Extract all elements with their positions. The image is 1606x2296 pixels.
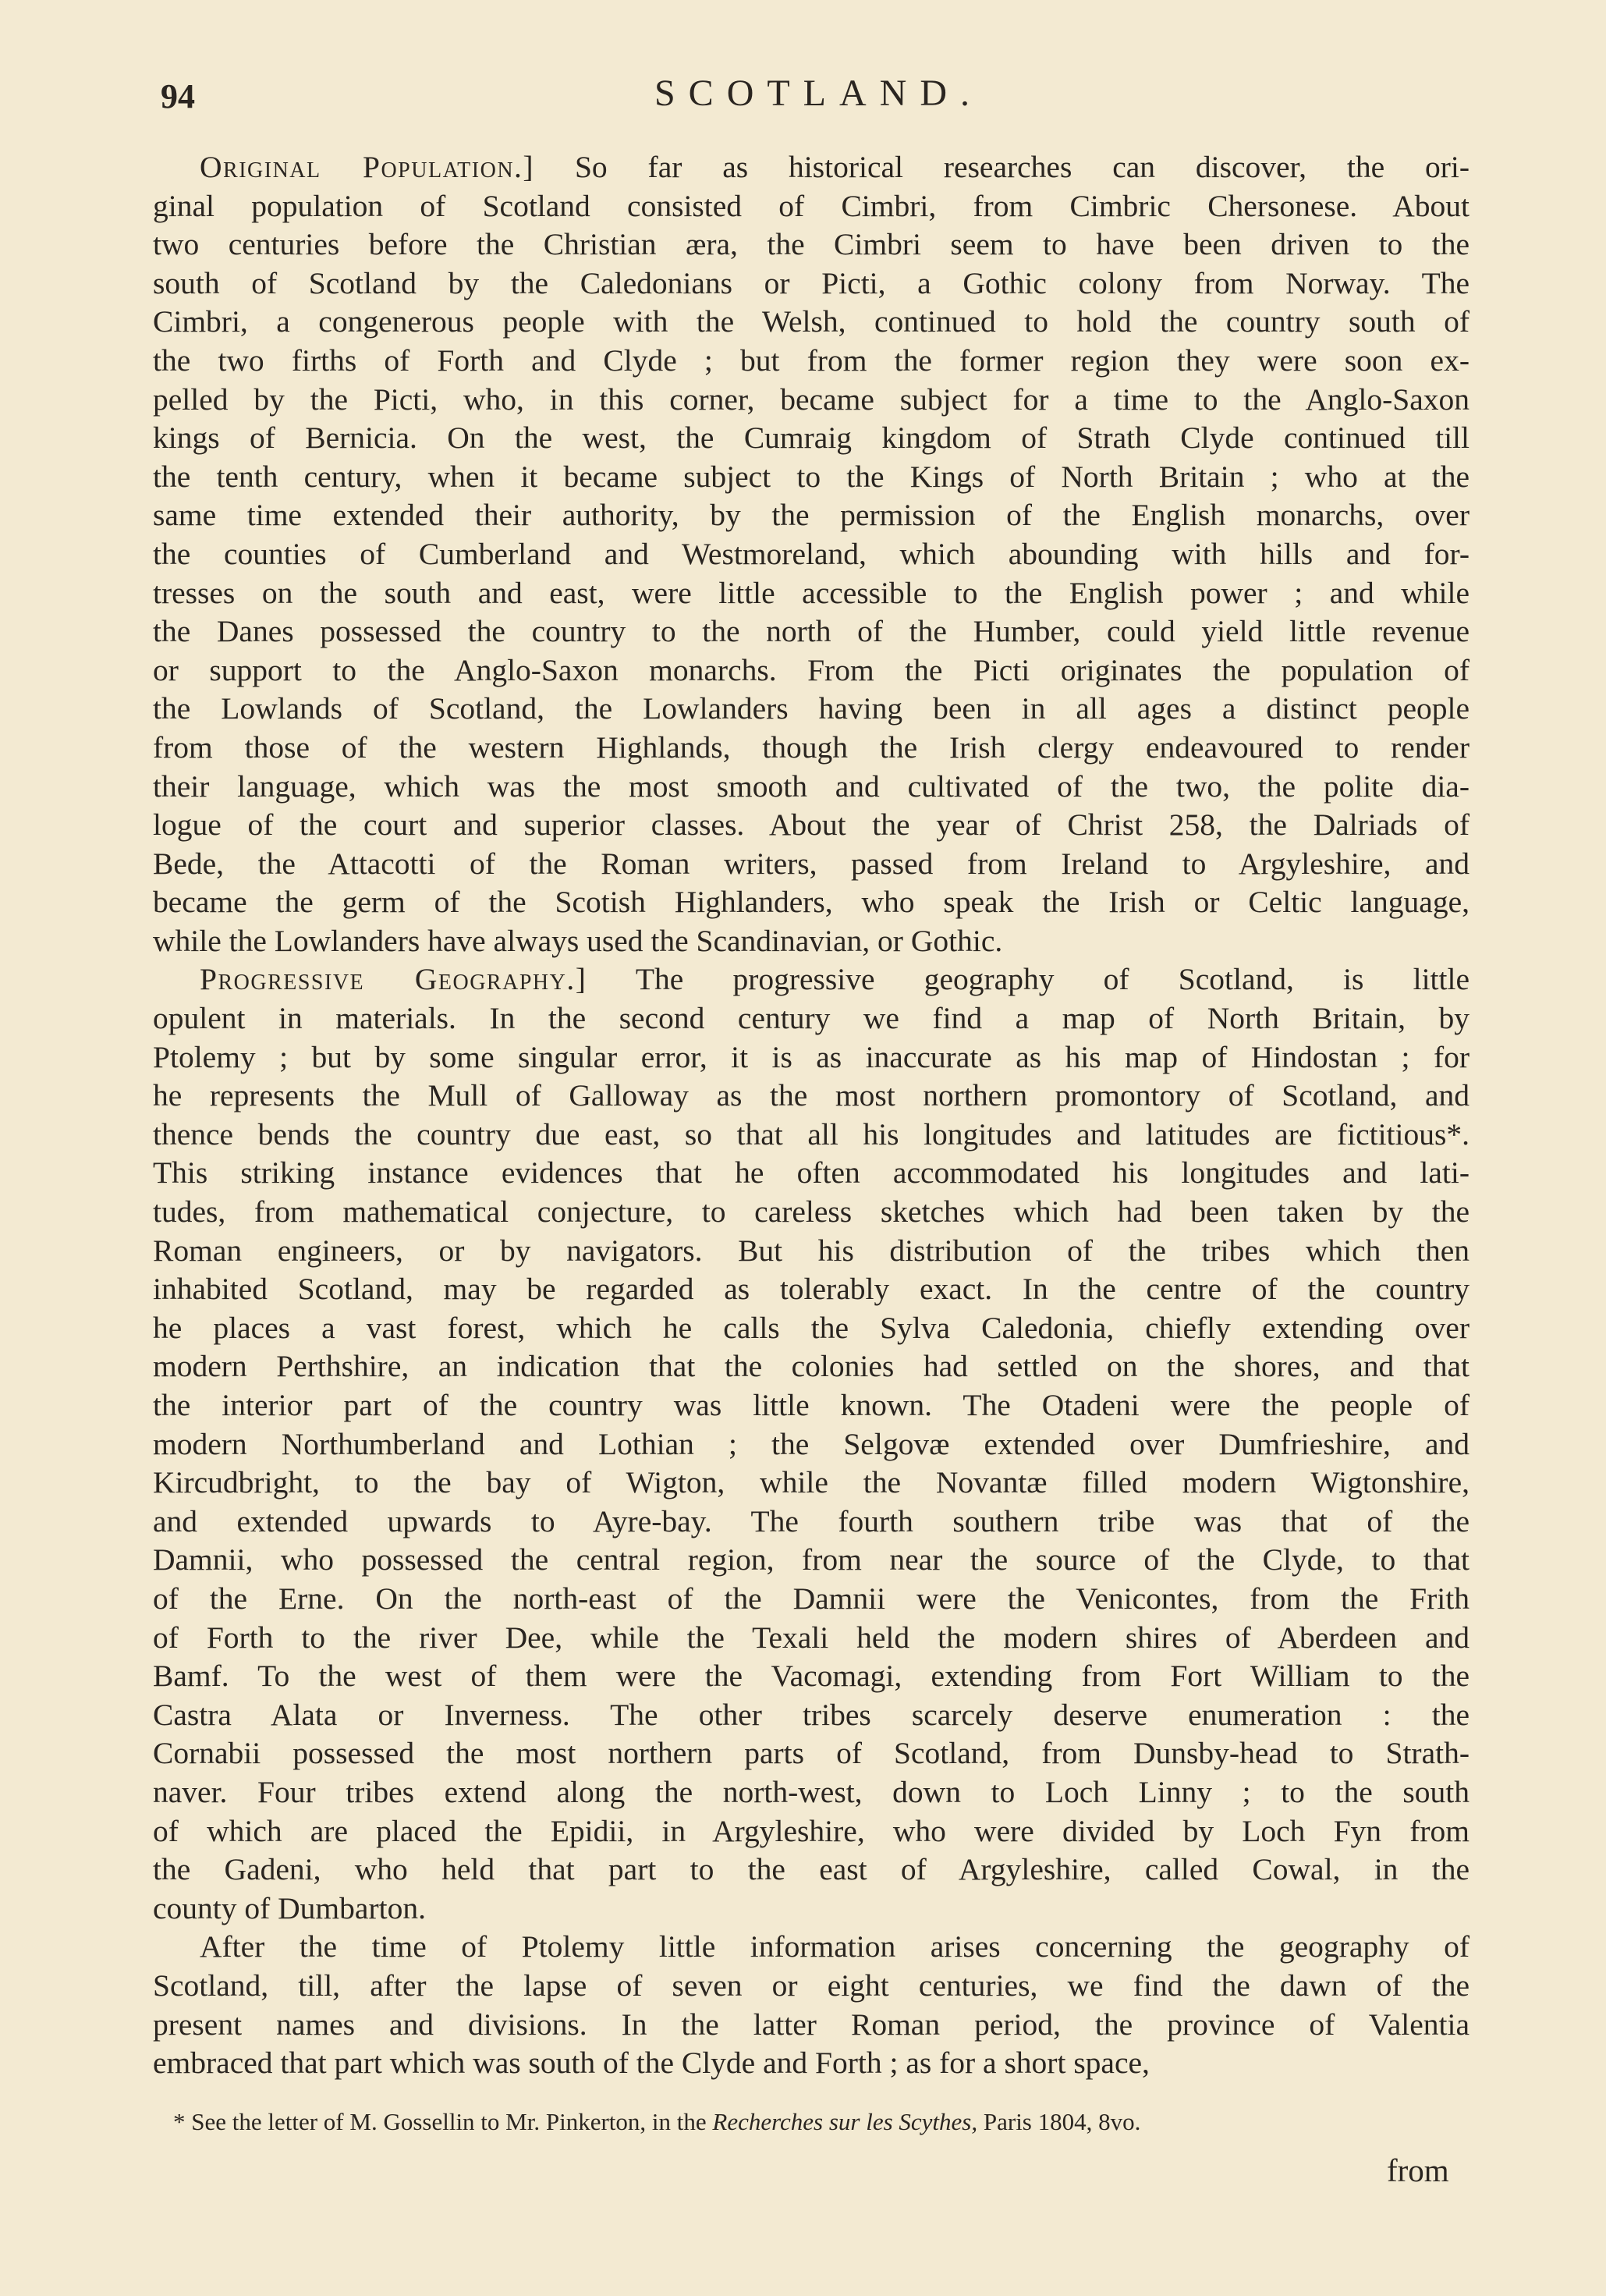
text-line bbox=[153, 651, 1470, 690]
line-text: Damnii, who possessed the central region, from near the source of the Clyde, to that bbox=[153, 1542, 1470, 1577]
text-line bbox=[153, 999, 1470, 1038]
line-text: logue of the court and superior classes. About the year of Christ 258, the Dalriads of bbox=[153, 807, 1470, 843]
line-text: Cornabii possessed the most northern parts of Scotland, from Dunsby-head to Strath- bbox=[153, 1736, 1470, 1771]
text-line bbox=[153, 1116, 1470, 1155]
text-line bbox=[153, 1851, 1470, 1890]
text-line bbox=[153, 768, 1470, 807]
line-text: This striking instance evidences that he often accommodated his longitudes and lati- bbox=[153, 1155, 1470, 1191]
line-text: embraced that part which was south of the Clyde and Forth ; as for a short space, bbox=[153, 2046, 1150, 2081]
text-line bbox=[153, 1309, 1470, 1348]
text-line bbox=[153, 690, 1470, 729]
line-text: the Gadeni, who held that part to the east of Argyleshire, called Cowal, in the bbox=[153, 1852, 1470, 1887]
text-line bbox=[153, 1619, 1470, 1658]
text-line bbox=[153, 1347, 1470, 1386]
running-head: SCOTLAND. bbox=[654, 73, 983, 114]
line-text: Scotland, till, after the lapse of seven or eight centuries, we find the dawn of the bbox=[153, 1968, 1470, 2003]
line-text: became the germ of the Scotish Highlanders, who speak the Irish or Celtic language, bbox=[153, 885, 1470, 920]
line-text: two centuries before the Christian æra, the Cimbri seem to have been driven to the bbox=[153, 227, 1470, 262]
text-line bbox=[153, 1232, 1470, 1271]
line-text: opulent in materials. In the second century we find a map of North Britain, by bbox=[153, 1001, 1470, 1036]
line-text: the interior part of the country was little known. The Otadeni were the people of bbox=[153, 1388, 1470, 1422]
text-line bbox=[153, 187, 1470, 226]
paragraph bbox=[153, 960, 1470, 1928]
text-line bbox=[153, 574, 1470, 613]
main-text bbox=[153, 148, 1470, 2083]
line-text: their language, which was the most smooth and cultivated of the two, the polite dia- bbox=[153, 768, 1470, 804]
line-text: the tenth century, when it became subject to the Kings of North Britain ; who at the bbox=[153, 459, 1470, 494]
line-text: while the Lowlanders have always used the Scandinavian, or Gothic. bbox=[153, 923, 1003, 958]
line-text: pelled by the Picti, who, in this corner, became subject for a time to the Anglo-Saxon bbox=[153, 381, 1470, 417]
text-line bbox=[153, 1193, 1470, 1232]
text-line bbox=[153, 1386, 1470, 1425]
text-line bbox=[153, 1503, 1470, 1542]
line-text: So far as historical researches can discover, the ori- bbox=[574, 150, 1470, 184]
text-line bbox=[153, 381, 1470, 420]
text-line bbox=[153, 1734, 1470, 1773]
text-line bbox=[153, 264, 1470, 303]
catchword: from bbox=[1387, 2152, 1449, 2188]
text-line bbox=[153, 1038, 1470, 1077]
line-text: tresses on the south and east, were little accessible to the English power ; and while bbox=[153, 575, 1470, 610]
text-line bbox=[153, 1812, 1470, 1851]
footnote-text-after: Paris 1804, 8vo. bbox=[977, 2108, 1141, 2135]
footnote-italic-title: Recherches sur les Scythes, bbox=[712, 2108, 978, 2135]
text-line bbox=[153, 1928, 1470, 1967]
line-text: After the time of Ptolemy little information arises concerning the geography of bbox=[200, 1929, 1470, 1964]
text-line bbox=[153, 342, 1470, 381]
text-line bbox=[153, 225, 1470, 264]
section-heading: Original Population.] bbox=[200, 150, 535, 184]
text-line bbox=[153, 1657, 1470, 1696]
line-text: naver. Four tribes extend along the north-west, down to Loch Linny ; to the south bbox=[153, 1774, 1470, 1809]
line-text: modern Northumberland and Lothian ; the Selgovæ extended over Dumfrieshire, and bbox=[153, 1426, 1470, 1461]
text-line bbox=[153, 458, 1470, 497]
text-line bbox=[153, 960, 1470, 999]
line-text: Kircudbright, to the bay of Wigton, while the Novantæ filled modern Wigtonshire, bbox=[153, 1465, 1470, 1500]
text-line bbox=[153, 1425, 1470, 1464]
line-text: The progressive geography of Scotland, is little bbox=[635, 962, 1470, 997]
footnote-text-before: * See the letter of M. Gossellin to Mr. Pinkerton, in the bbox=[173, 2108, 713, 2135]
line-text: of which are placed the Epidii, in Argyleshire, who were divided by Loch Fyn from bbox=[153, 1813, 1470, 1848]
line-text: Cimbri, a congenerous people with the Welsh, continued to hold the country south of bbox=[153, 304, 1470, 339]
line-text: and extended upwards to Ayre-bay. The fourth southern tribe was that of the bbox=[153, 1503, 1470, 1538]
line-text: thence bends the country due east, so that all his longitudes and latitudes are fictitious*. bbox=[153, 1116, 1470, 1152]
line-text: county of Dumbarton. bbox=[153, 1890, 426, 1925]
line-text: he represents the Mull of Galloway as the most northern promontory of Scotland, and bbox=[153, 1078, 1470, 1113]
line-text: same time extended their authority, by the permission of the English monarchs, over bbox=[153, 498, 1470, 533]
text-line bbox=[153, 2006, 1470, 2045]
line-text: the Lowlands of Scotland, the Lowlanders having been in all ages a distinct people bbox=[153, 691, 1470, 726]
text-line bbox=[153, 535, 1470, 574]
section-heading: Progressive Geography.] bbox=[200, 962, 587, 997]
line-text: Ptolemy ; but by some singular error, it is as inaccurate as his map of Hindostan ; for bbox=[153, 1039, 1470, 1074]
text-line bbox=[153, 1154, 1470, 1193]
text-line bbox=[153, 1696, 1470, 1735]
text-line bbox=[153, 1270, 1470, 1309]
text-line bbox=[153, 845, 1470, 884]
line-text: kings of Bernicia. On the west, the Cumraig kingdom of Strath Clyde continued till bbox=[153, 421, 1470, 456]
text-line bbox=[153, 1077, 1470, 1116]
line-text: south of Scotland by the Caledonians or Picti, a Gothic colony from Norway. The bbox=[153, 265, 1470, 300]
line-text: present names and divisions. In the latter Roman period, the province of Valentia bbox=[153, 2007, 1470, 2042]
paragraph bbox=[153, 1928, 1470, 2082]
line-text: Castra Alata or Inverness. The other tribes scarcely deserve enumeration : the bbox=[153, 1697, 1470, 1732]
line-text: the Danes possessed the country to the north of the Humber, could yield little revenue bbox=[153, 614, 1470, 649]
text-line bbox=[153, 1773, 1470, 1812]
text-line bbox=[153, 612, 1470, 651]
line-text: tudes, from mathematical conjecture, to careless sketches which had been taken by the bbox=[153, 1194, 1470, 1230]
line-text: Bede, the Attacotti of the Roman writers, passed from Ireland to Argyleshire, and bbox=[153, 846, 1470, 881]
line-text: ginal population of Scotland consisted of Cimbri, from Cimbric Chersonese. About bbox=[153, 188, 1470, 223]
line-text: modern Perthshire, an indication that the colonies had settled on the shores, and that bbox=[153, 1349, 1470, 1384]
text-line bbox=[153, 419, 1470, 458]
line-text: Roman engineers, or by navigators. But his distribution of the tribes which then bbox=[153, 1233, 1470, 1268]
footnote bbox=[173, 2106, 1460, 2138]
text-line bbox=[153, 883, 1470, 922]
text-line bbox=[153, 2044, 1470, 2083]
line-text: he places a vast forest, which he calls the Sylva Caledonia, chiefly extending over bbox=[153, 1310, 1470, 1345]
text-line bbox=[153, 1464, 1470, 1503]
text-line bbox=[153, 806, 1470, 845]
line-text: Bamf. To the west of them were the Vacomagi, extending from Fort William to the bbox=[153, 1659, 1470, 1694]
line-text: of Forth to the river Dee, while the Texali held the modern shires of Aberdeen and bbox=[153, 1620, 1470, 1655]
line-text: from those of the western Highlands, though the Irish clergy endeavoured to render bbox=[153, 729, 1470, 765]
text-line bbox=[153, 1890, 1470, 1929]
line-text: the counties of Cumberland and Westmoreland, which abounding with hills and for- bbox=[153, 536, 1470, 571]
text-line bbox=[153, 1967, 1470, 2006]
page-number: 94 bbox=[161, 77, 195, 115]
line-text: inhabited Scotland, may be regarded as tolerably exact. In the centre of the country bbox=[153, 1272, 1470, 1307]
paragraph bbox=[153, 148, 1470, 960]
text-line bbox=[153, 1580, 1470, 1619]
text-line bbox=[153, 303, 1470, 342]
line-text: of the Erne. On the north-east of the Damnii were the Venicontes, from the Frith bbox=[153, 1581, 1470, 1616]
line-text: or support to the Anglo-Saxon monarchs. From the Picti originates the population of bbox=[153, 652, 1470, 687]
text-line bbox=[153, 922, 1470, 961]
text-line bbox=[153, 496, 1470, 535]
text-line bbox=[153, 148, 1470, 187]
line-text: the two firths of Forth and Clyde ; but from the former region they were soon ex- bbox=[153, 342, 1470, 378]
text-line bbox=[153, 1541, 1470, 1580]
text-line bbox=[153, 729, 1470, 768]
